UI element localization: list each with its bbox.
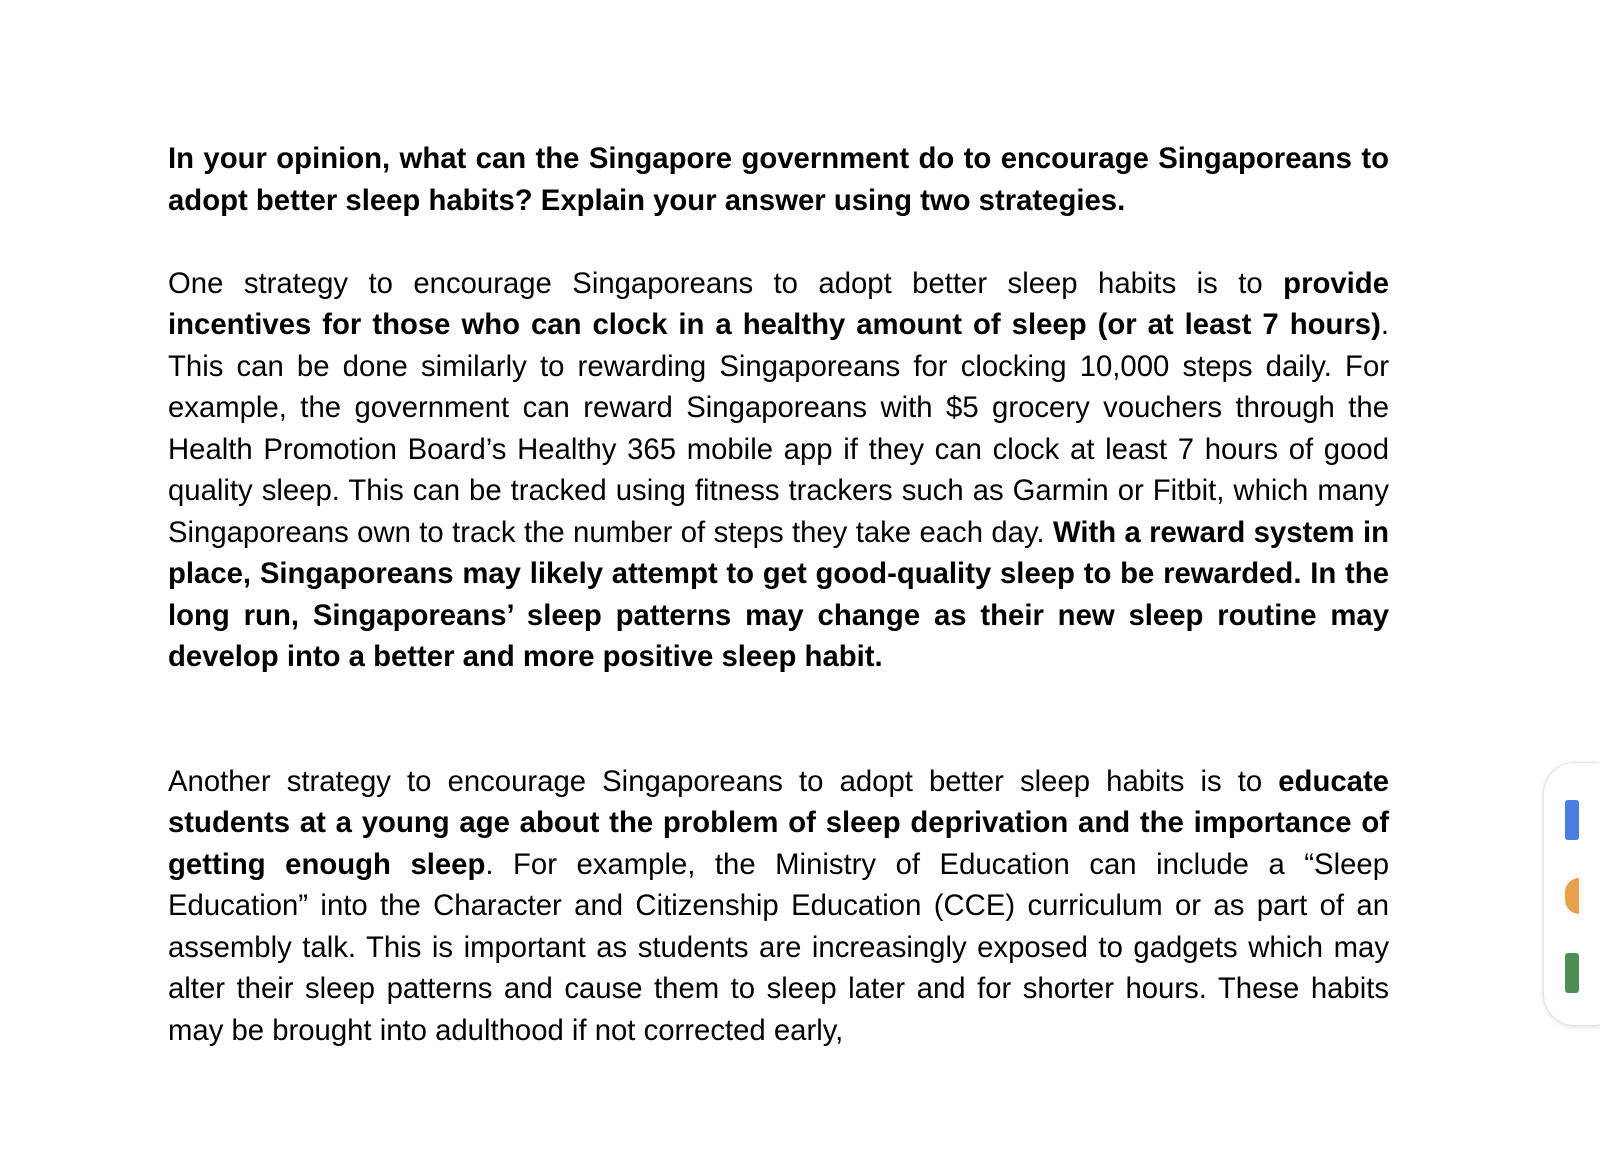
document-page xyxy=(168,138,1389,1051)
strategy-two-highlight: educate students at a young age about the problem of sleep deprivation and the importance of getting enough sleep xyxy=(168,764,1389,881)
strategy-two-intro: Another strategy to encourage Singaporeans to adopt better sleep habits is to xyxy=(168,764,1279,798)
orange-app-icon[interactable] xyxy=(1565,878,1579,914)
question-text: In your opinion, what can the Singapore government do to encourage Singaporeans to adopt better sleep habits? Explain your answer using two strategies. xyxy=(168,142,1389,217)
strategy-one-paragraph xyxy=(168,263,1389,678)
strategy-two-paragraph xyxy=(168,761,1389,1052)
paragraph-spacer xyxy=(168,221,1389,263)
strategy-two-body: . For example, the Ministry of Education can include a “Sleep Education” into the Character and Citizenship Education (CCE) curriculum or as part of an assembly talk. This is important as students are increasingly exposed to gadgets which may alter their sleep patterns and cause them to sleep later and for shorter hours. These habits may be brought into adulthood if not corrected early, xyxy=(168,847,1389,1047)
strategy-one-highlight: provide incentives for those who can clock in a healthy amount of sleep (or at least 7 hours) xyxy=(168,266,1389,341)
paragraph-spacer xyxy=(168,678,1389,761)
question-heading xyxy=(168,138,1389,221)
blue-app-icon[interactable] xyxy=(1565,800,1579,840)
green-app-icon[interactable] xyxy=(1565,953,1579,993)
strategy-one-body: . This can be done similarly to rewarding Singaporeans for clocking 10,000 steps daily. For example, the government can reward Singaporeans with $5 grocery vouchers through the Health Promotion Board’s Healthy 365 mobile app if they can clock at least 7 hours of good quality sleep. This can be tracked using fitness trackers such as Garmin or Fitbit, which many Singaporeans own to track the number of steps they take each day. xyxy=(168,308,1389,549)
strategy-one-conclusion: With a reward system in place, Singaporeans may likely attempt to get good-quality sleep to be rewarded. In the long run, Singaporeans’ sleep patterns may change as their new sleep routine may develop into a better and more positive sleep habit. xyxy=(168,515,1389,673)
side-panel xyxy=(1543,762,1600,1026)
strategy-one-intro: One strategy to encourage Singaporeans to adopt better sleep habits is to xyxy=(168,266,1284,300)
